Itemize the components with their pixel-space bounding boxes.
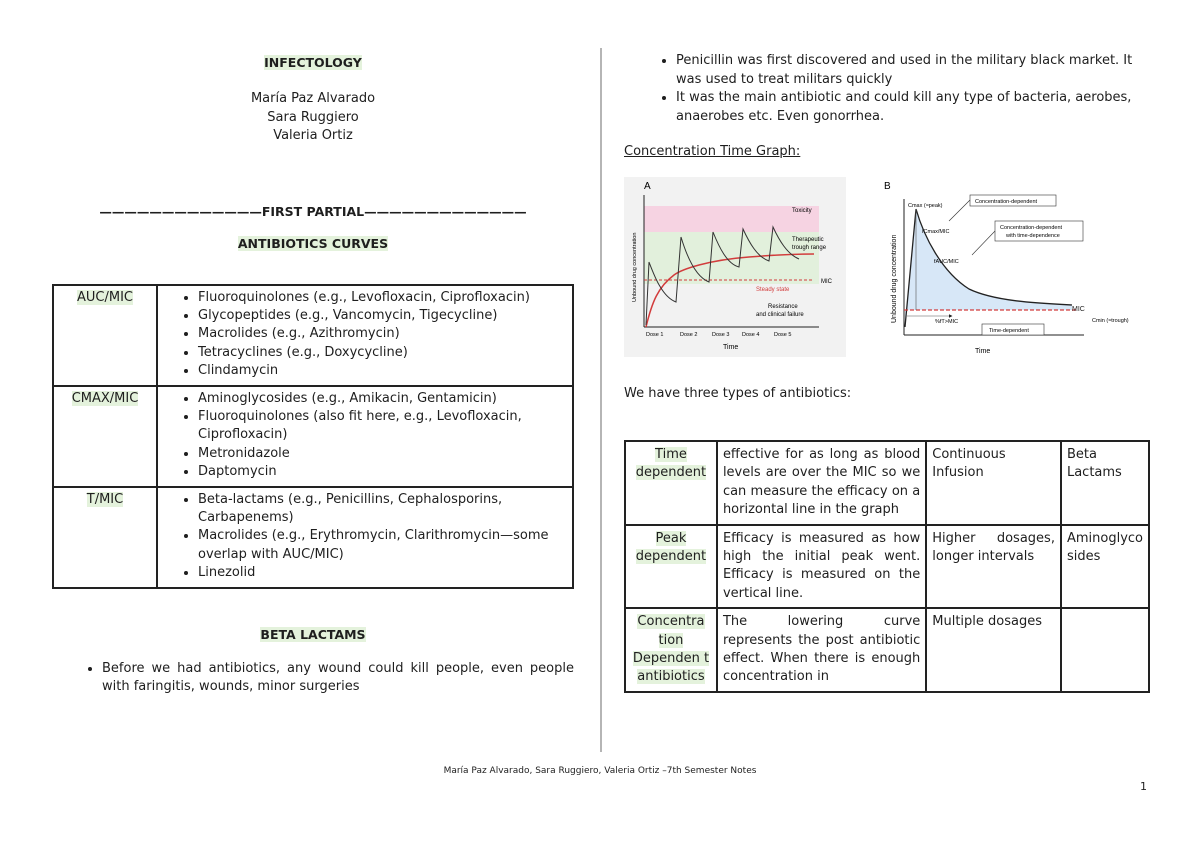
list-item: • Linezolid — [198, 564, 566, 582]
description-cell: effective for as long as blood levels are over the MIC so we can measure the efficacy on a horizontal line in the graph — [717, 441, 926, 525]
dosing-cell: Continuous Infusion — [926, 441, 1061, 525]
dose-label: Dose 1 — [646, 332, 664, 338]
dose-label: Dose 5 — [774, 332, 792, 338]
right-column — [624, 52, 1152, 693]
section-heading: ANTIBIOTICS CURVES — [237, 235, 389, 251]
panel-b — [884, 181, 1129, 355]
list-item: • It was the main antibiotic and could kill any type of bacteria, aerobes, anaerobes etc. Even gonorrhea. — [676, 89, 1152, 126]
row-label: T/MIC — [86, 491, 124, 507]
page-number: 1 — [1140, 780, 1147, 793]
penicillin-list — [624, 52, 1152, 126]
antibiotic-types-table — [624, 440, 1150, 693]
conc-time-label: Concentration-dependent — [1000, 225, 1063, 231]
example-cell: Aminoglyco sides — [1061, 525, 1149, 609]
conc-time-label: with time-dependence — [1006, 233, 1060, 239]
type-label: Time dependent — [635, 447, 707, 481]
toxicity-label: Toxicity — [792, 208, 812, 214]
cmin-label: Cmin (≈trough) — [1092, 318, 1129, 324]
resistance-label: Resistance — [768, 304, 798, 310]
example-cell: Beta Lactams — [1061, 441, 1149, 525]
resistance-label: and clinical failure — [756, 312, 804, 318]
dose-label: Dose 3 — [712, 332, 730, 338]
column-divider — [600, 48, 602, 752]
concentration-time-svg — [624, 177, 1152, 362]
authors-block — [52, 90, 574, 146]
author-name: María Paz Alvarado — [250, 91, 376, 106]
antibiotic-curves-table — [52, 284, 574, 589]
type-cell — [625, 525, 717, 609]
description-cell: The lowering curve represents the post antibiotic effect. When there is enough concentration in — [717, 608, 926, 692]
description-cell: Efficacy is measured as how high the initial peak went. Efficacy is measured on the vertical line. — [717, 525, 926, 609]
y-axis-label-b: Unbound drug concentration — [891, 234, 898, 323]
list-item: • Tetracyclines (e.g., Doxycycline) — [198, 344, 566, 362]
panel-b-letter: B — [884, 181, 891, 192]
beta-lactams-heading: BETA LACTAMS — [260, 626, 366, 642]
x-axis-label-b: Time — [975, 348, 991, 355]
type-label: Concentra tion Dependen t antibiotics — [632, 614, 710, 685]
list-item: • Daptomycin — [198, 463, 566, 481]
conc-dependent-label: Concentration-dependent — [975, 199, 1038, 205]
time-dependent-label: Time-dependent — [989, 328, 1029, 334]
list-item: • Before we had antibiotics, any wound could kill people, even people with faringitis, wounds, minor surgeries — [102, 660, 574, 697]
dosing-cell: Higher dosages, longer intervals — [926, 525, 1061, 609]
concentration-time-figure — [624, 177, 1152, 362]
list-item: • Aminoglycosides (e.g., Amikacin, Gentamicin) — [198, 390, 566, 408]
types-intro: We have three types of antibiotics: — [624, 386, 852, 401]
cmax-label: Cmax (≈peak) — [908, 203, 943, 209]
dose-label: Dose 4 — [742, 332, 760, 338]
ft-label: %fT>MIC — [935, 319, 959, 325]
dose-label: Dose 2 — [680, 332, 698, 338]
table-cell-list — [157, 487, 573, 588]
table-cell-label — [53, 487, 157, 588]
list-item: • Fluoroquinolones (e.g., Levofloxacin, Ciprofloxacin) — [198, 289, 566, 307]
table-cell-list — [157, 285, 573, 386]
table-row — [53, 386, 573, 487]
list-item: • Fluoroquinolones (also fit here, e.g., Levofloxacin, Ciprofloxacin) — [198, 408, 566, 445]
type-label: Peak dependent — [635, 530, 707, 565]
table-cell-label — [53, 386, 157, 487]
row-label: CMAX/MIC — [71, 390, 139, 406]
therapeutic-label: Therapeutic — [792, 237, 824, 243]
list-item: • Clindamycin — [198, 362, 566, 380]
dosing-cell: Multiple dosages — [926, 608, 1061, 692]
therapeutic-label: trough range — [792, 245, 827, 251]
list-item: • Macrolides (e.g., Erythromycin, Clarithromycin—some overlap with AUC/MIC) — [198, 527, 566, 564]
panel-a — [624, 177, 846, 357]
list-item: • Macrolides (e.g., Azithromycin) — [198, 325, 566, 343]
list-item: • Beta-lactams (e.g., Penicillins, Cephalosporins, Carbapenems) — [198, 491, 566, 528]
y-axis-label: Unbound drug concentration — [632, 232, 638, 302]
list-item: • Metronidazole — [198, 445, 566, 463]
list-item: • Penicillin was first discovered and used in the military black market. It was used to treat militars quickly — [676, 52, 1152, 89]
beta-lactams-list — [52, 660, 574, 697]
ic-label: ICmax/MIC — [922, 229, 950, 235]
table-row — [53, 285, 573, 386]
mic-label-b: MIC — [1072, 306, 1085, 313]
example-cell — [1061, 608, 1149, 692]
x-axis-label: Time — [723, 344, 739, 351]
panel-a-letter: A — [644, 181, 651, 192]
left-column — [52, 52, 574, 697]
table-cell-list — [157, 386, 573, 487]
table-row — [625, 608, 1149, 692]
partial-heading: —————————————FIRST PARTIAL————————————— — [99, 203, 527, 219]
table-cell-label — [53, 285, 157, 386]
list-item: • Glycopeptides (e.g., Vancomycin, Tigecycline) — [198, 307, 566, 325]
author-name: Valeria Ortiz — [273, 128, 353, 143]
steady-state-label: Steady state — [756, 287, 790, 293]
page-footer: María Paz Alvarado, Sara Ruggiero, Valeria Ortiz –7th Semester Notes — [443, 766, 757, 776]
type-cell — [625, 608, 717, 692]
document-title: INFECTOLOGY — [264, 55, 362, 70]
graph-title: Concentration Time Graph: — [624, 144, 801, 159]
author-name: Sara Ruggiero — [267, 109, 359, 125]
type-cell — [625, 441, 717, 525]
fauc-label: fAUC/MIC — [934, 259, 959, 265]
table-row — [53, 487, 573, 588]
row-label: AUC/MIC — [77, 289, 133, 305]
table-row — [625, 525, 1149, 609]
mic-label: MIC — [821, 279, 832, 285]
table-row — [625, 441, 1149, 525]
